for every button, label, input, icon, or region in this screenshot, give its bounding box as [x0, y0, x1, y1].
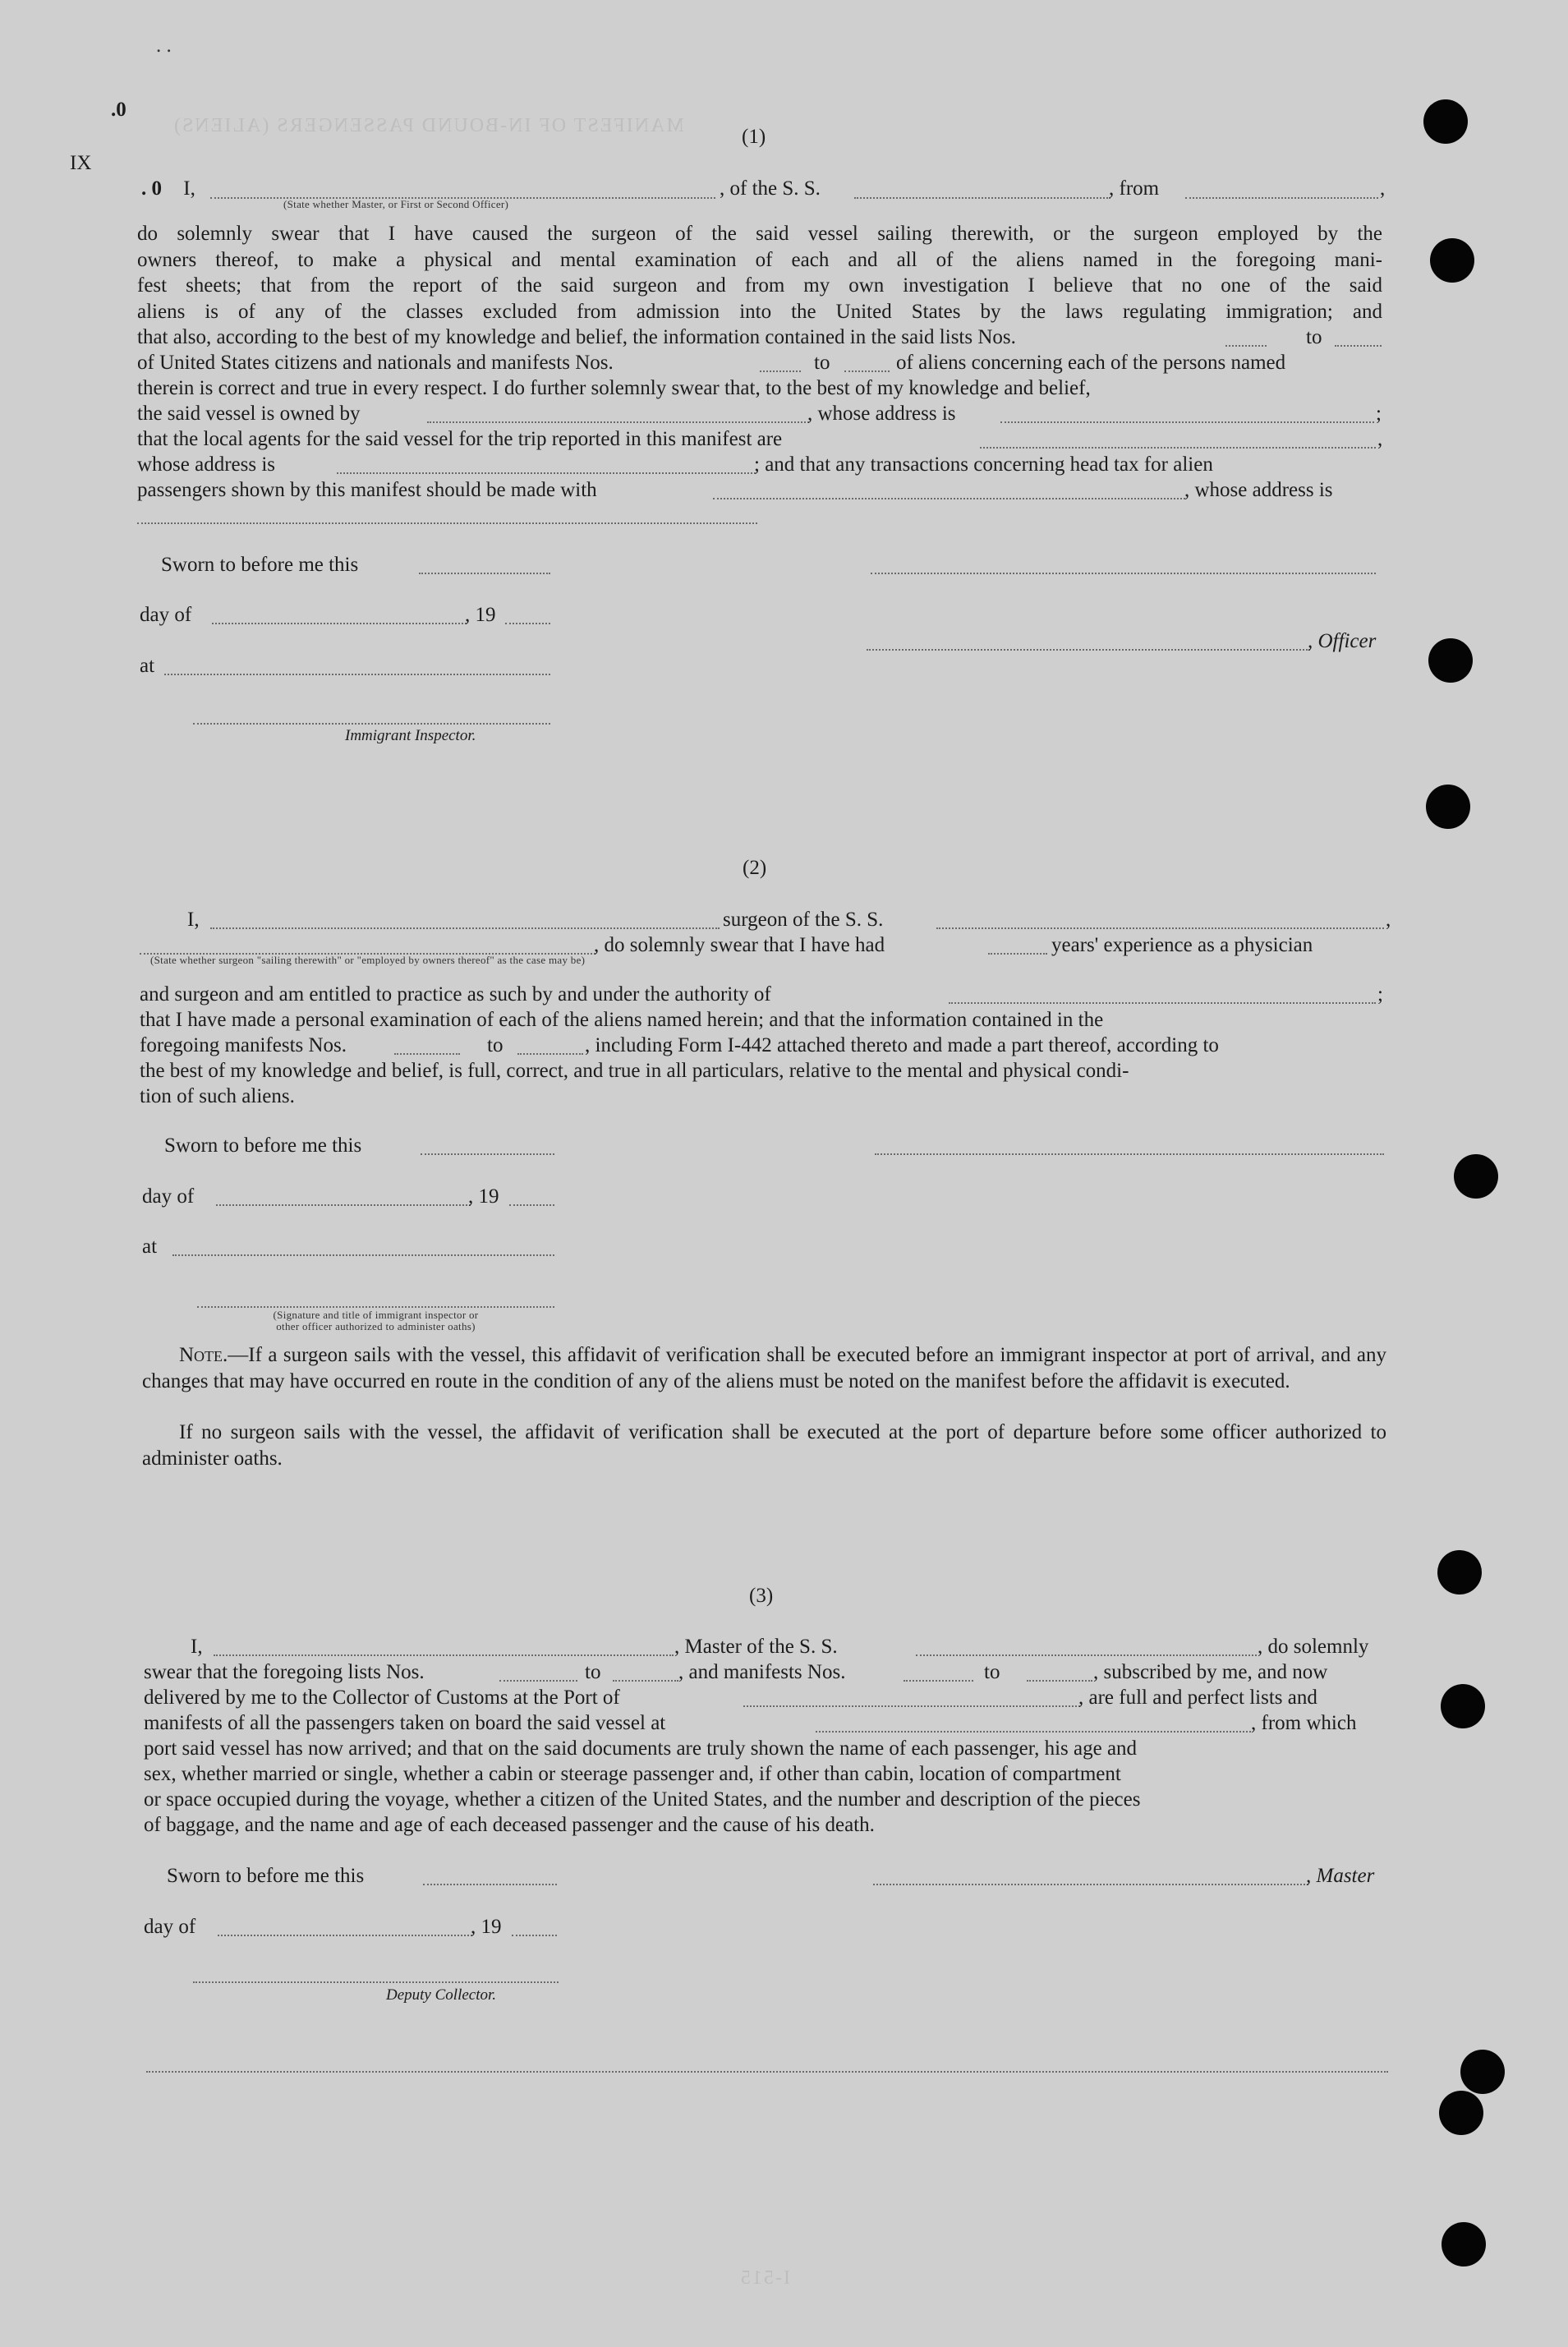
s1-dayof: day of [140, 604, 192, 626]
s1-lists-text: that also, according to the best of my knowledge and belief, the information contained in the said lists Nos. [137, 326, 1016, 348]
punch-hole [1454, 1154, 1498, 1199]
s2-manifests-from-field[interactable] [394, 1053, 460, 1055]
s3-line3a: delivered by me to the Collector of Customs at the Port of [144, 1687, 620, 1709]
bleed-through-footer: I-515 [739, 2267, 790, 2289]
s1-line8b: , whose address is [807, 403, 956, 425]
s1-inspector-sig-field[interactable] [193, 723, 550, 725]
s3-year-field[interactable] [512, 1935, 557, 1936]
s1-signature-field[interactable] [871, 573, 1376, 574]
s1-sworn: Sworn to before me this [161, 554, 359, 576]
s1-manifests-to-field[interactable] [844, 370, 890, 372]
s2-note-paragraph-2 [142, 1420, 1386, 1471]
punch-hole [1423, 99, 1468, 144]
s1-at-field[interactable] [164, 674, 550, 675]
s1-line1 [141, 176, 195, 201]
s1-at: at [140, 655, 155, 677]
s1-headtax-field[interactable] [713, 498, 1185, 499]
s1-line10b: ; and that any transactions concerning head tax for alien [754, 453, 1213, 476]
punch-hole [1428, 638, 1473, 683]
s1-officer: , Officer [1308, 630, 1377, 652]
s3-manifests-to-field[interactable] [1027, 1680, 1092, 1682]
s2-year-field[interactable] [509, 1204, 554, 1206]
s1-lists-to: to [1306, 326, 1322, 348]
bottom-rule [146, 2071, 1388, 2073]
s3-manifests-from-field[interactable] [904, 1680, 973, 1682]
s1-line6a: of United States citizens and nationals and manifests Nos. [137, 352, 614, 374]
s2-manifests-to-field[interactable] [517, 1053, 583, 1055]
s2-sig-note-2: other officer authorized to administer oaths) [276, 1320, 476, 1332]
s2-note-text: —If a surgeon sails with the vessel, this affidavit of verification shall be executed before an immigrant inspector at port of arrival, and any changes that may have occurred en route in the condition of any of the aliens must be noted on the manifest before the affidavit is executed. [142, 1344, 1386, 1392]
s2-years: years' experience as a physician [1051, 934, 1313, 956]
s3-line2b: to [585, 1661, 601, 1683]
s2-line7: tion of such aliens. [140, 1085, 295, 1107]
s3-line4b: , from which [1251, 1712, 1357, 1734]
s3-master-of: , Master of the S. S. [674, 1636, 838, 1658]
s1-end: , [1380, 177, 1386, 200]
s1-body-line: fest sheets; that from the report of the said surgeon and from my own investigation I believe that no one of the said [137, 274, 1382, 297]
s3-dayof: day of [144, 1916, 196, 1938]
punch-hole [1441, 1684, 1485, 1728]
s3-port-field[interactable] [743, 1705, 1080, 1707]
s1-line9a: that the local agents for the said vessel for the trip reported in this manifest are [137, 428, 783, 450]
s3-line8: of baggage, and the name and age of each deceased passenger and the cause of his death. [144, 1814, 875, 1836]
s2-sworn-field[interactable] [421, 1153, 554, 1155]
s3-line2e: , subscribed by me, and now [1093, 1661, 1328, 1683]
s3-lists-from-field[interactable] [499, 1680, 577, 1682]
s1-line7: therein is correct and true in every respect. I do further solemnly swear that, to the best of my knowledge and belief, [137, 377, 1091, 399]
s1-manifests-to: to [814, 352, 830, 374]
s2-sig-note-1: (Signature and title of immigrant inspector or [273, 1309, 479, 1321]
margin-mark-top: . . [156, 35, 172, 57]
s1-line11a: passengers shown by this manifest should be made with [137, 479, 597, 501]
s1-manifests-from-field[interactable] [760, 370, 801, 372]
punch-hole [1426, 785, 1470, 829]
bleed-through-header: MANIFEST OF IN-BOUND PASSENGERS (ALIENS) [172, 115, 684, 136]
s2-year: , 19 [468, 1185, 499, 1208]
s2-swear: , do solemnly swear that I have had [594, 934, 885, 956]
punch-hole [1460, 2050, 1505, 2094]
section-3-number: (3) [749, 1585, 774, 1607]
s1-day-field[interactable] [212, 623, 467, 624]
s3-line2a: swear that the foregoing lists Nos. [144, 1661, 425, 1683]
s1-line6c: of aliens concerning each of the persons named [896, 352, 1286, 374]
s2-note2-text: If no surgeon sails with the vessel, the affidavit of verification shall be executed at the port of departure before some officer authorized to administer oaths. [142, 1421, 1386, 1470]
s3-line6: sex, whether married or single, whether a cabin or steerage passenger and, if other than cabin, location of compartment [144, 1763, 1121, 1785]
s2-comma: , [1386, 909, 1391, 931]
s1-year: , 19 [465, 604, 496, 626]
s2-years-field[interactable] [988, 953, 1047, 955]
s2-ship-field[interactable] [936, 927, 1384, 929]
s3-lists-to-field[interactable] [613, 1680, 678, 1682]
s1-from: , from [1109, 177, 1160, 200]
s2-signature-field[interactable] [875, 1153, 1384, 1155]
s1-of-ss: , of the S. S. [720, 177, 821, 200]
s1-line8a: the said vessel is owned by [137, 403, 361, 425]
s1-lists-to-field[interactable] [1335, 345, 1382, 347]
s2-line6: the best of my knowledge and belief, is full, correct, and true in all particulars, relative to the mental and physical condi- [140, 1060, 1129, 1082]
s2-line5a: foregoing manifests Nos. [140, 1034, 347, 1056]
s3-year: , 19 [471, 1916, 502, 1938]
s2-inspector-sig-field[interactable] [197, 1306, 554, 1308]
s2-authority-field[interactable] [949, 1002, 1376, 1004]
s2-line3b: ; [1377, 983, 1383, 1006]
s1-line11b: , whose address is [1184, 479, 1333, 501]
s3-sworn: Sworn to before me this [167, 1865, 365, 1887]
s2-note-paragraph [142, 1342, 1386, 1394]
s1-line5 [137, 324, 1016, 350]
s2-surgeon-of: surgeon of the S. S. [723, 909, 884, 931]
margin-num: .0 [111, 99, 126, 121]
s1-body-line: aliens is of any of the classes excluded from admission into the United States by the laws regulating immigration; and [137, 300, 1382, 323]
punch-hole [1442, 2222, 1486, 2266]
s1-inspector: Immigrant Inspector. [345, 727, 476, 744]
s1-body-line: owners thereof, to make a physical and mental examination of each and all of the aliens named in the foregoing mani- [137, 248, 1382, 271]
s1-year-field[interactable] [505, 623, 550, 624]
s3-collector: Deputy Collector. [386, 1986, 497, 2004]
punch-hole [1439, 2091, 1483, 2135]
s3-collector-sig-field[interactable] [193, 1981, 559, 1983]
s2-day-field[interactable] [216, 1204, 471, 1206]
s1-owner-address-field[interactable] [1000, 421, 1374, 423]
s2-at-field[interactable] [172, 1254, 554, 1256]
s2-sworn: Sworn to before me this [164, 1134, 362, 1157]
margin-code: IX [70, 152, 92, 174]
s1-ship-field[interactable] [854, 197, 1110, 199]
punch-hole [1430, 238, 1474, 283]
s1-officer-note: (State whether Master, or First or Second Officer) [283, 198, 509, 210]
s2-line3a: and surgeon and am entitled to practice as such by and under the authority of [140, 983, 771, 1006]
s3-line3b: , are full and perfect lists and [1078, 1687, 1317, 1709]
s2-dayof: day of [142, 1185, 195, 1208]
s1-from-field[interactable] [1185, 197, 1378, 199]
s3-master-name-field[interactable] [214, 1654, 674, 1656]
s1-officer-sig-field[interactable] [867, 649, 1310, 651]
s1-agents-field[interactable] [980, 447, 1376, 449]
s3-line5: port said vessel has now arrived; and that on the said documents are truly shown the name of each passenger, his age and [144, 1737, 1138, 1760]
s3-ship-field[interactable] [916, 1654, 1257, 1656]
s3-line2d: to [984, 1661, 1000, 1683]
s3-solemnly: , do solemnly [1258, 1636, 1369, 1658]
punch-hole [1437, 1550, 1482, 1595]
s1-owner-field[interactable] [427, 421, 809, 423]
s2-note-head: Note. [179, 1344, 228, 1366]
s1-body-line: do solemnly swear that I have caused the surgeon of the said vessel sailing therewith, or the surgeon employed by the [137, 223, 1382, 245]
margin-mark: . 0 [141, 177, 162, 200]
s2-surgeon-name-field[interactable] [210, 927, 720, 929]
s3-master-sig-field[interactable] [873, 1884, 1308, 1885]
s2-line5c: , including Form I-442 attached thereto and made a part thereof, according to [585, 1034, 1219, 1056]
s2-capacity-note: (State whether surgeon "sailing therewith" or "employed by owners thereof" as the case may be) [150, 954, 586, 966]
s1-headtax-address-field[interactable] [137, 522, 757, 524]
s1-agents-address-field[interactable] [337, 472, 756, 474]
s1-i: I, [183, 177, 195, 200]
section-1-number: (1) [742, 126, 766, 148]
s1-body [137, 221, 1382, 324]
section-2-number: (2) [743, 857, 767, 879]
s3-embark-field[interactable] [816, 1731, 1251, 1733]
s1-line10a: whose address is [137, 453, 276, 476]
s1-sworn-field[interactable] [419, 573, 550, 574]
s2-i: I, [187, 909, 200, 931]
s3-line7: or space occupied during the voyage, whether a citizen of the United States, and the number and description of the pieces [144, 1788, 1141, 1811]
s1-line8c: ; [1376, 403, 1382, 425]
s1-line9b: , [1377, 428, 1383, 450]
s2-line4: that I have made a personal examination of each of the aliens named herein; and that the information contained in the [140, 1009, 1104, 1031]
s3-i: I, [191, 1636, 203, 1658]
s3-line4a: manifests of all the passengers taken on board the said vessel at [144, 1712, 666, 1734]
s3-line2c: , and manifests Nos. [678, 1661, 846, 1683]
s2-line5b: to [487, 1034, 504, 1056]
s3-sworn-field[interactable] [423, 1884, 557, 1885]
s2-at: at [142, 1236, 158, 1258]
s3-master: , Master [1306, 1865, 1375, 1887]
s3-day-field[interactable] [218, 1935, 472, 1936]
s1-lists-from-field[interactable] [1225, 345, 1267, 347]
